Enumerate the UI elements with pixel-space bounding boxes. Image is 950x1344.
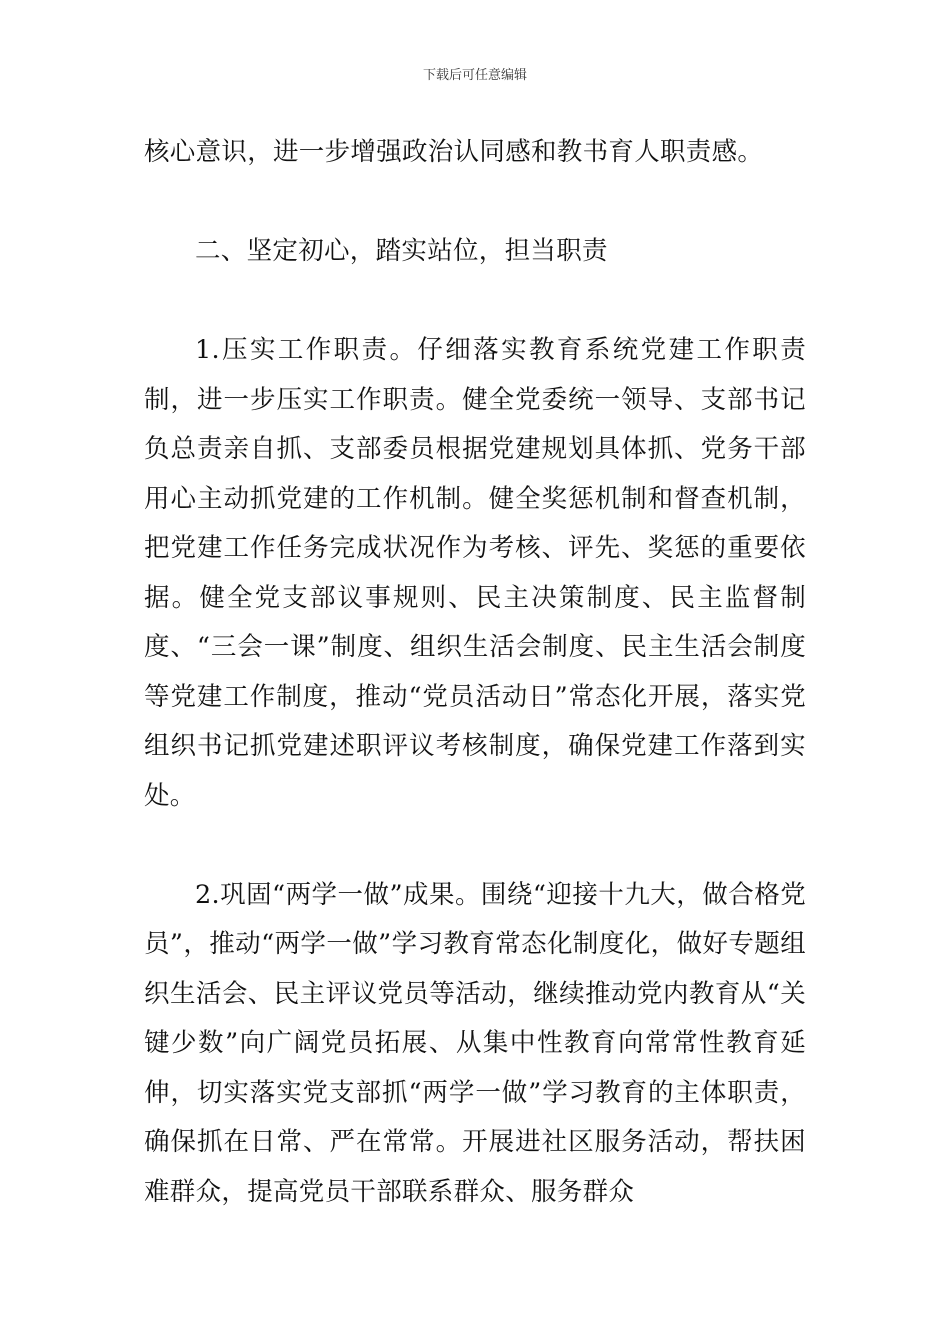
paragraph-item-1: 1.压实工作职责。仔细落实教育系统党建工作职责制，进一步压实工作职责。健全党委统一领导、支部书记负总责亲自抓、支部委员根据党建规划具体抓、党务干部用心主动抓党建的工作机制。健全奖惩机制和督查机制，把党建工作任务完成状况作为考核、评先、奖惩的重要依据。健全党支部议事规则、民主决策制度、民主监督制度、“三会一课”制度、组织生活会制度、民主生活会制度等党建工作制度，推动“党员活动日”常态化开展，落实党组织书记抓党建述职评议考核制度，确保党建工作落到实处。 [144,335,806,811]
page-header: 下载后可任意编辑 [422,68,527,83]
document-body [144,128,806,1217]
paragraph-continuation: 核心意识，进一步增强政治认同感和教书育人职责感。 [144,137,764,167]
paragraph-gap [144,277,806,327]
paragraph-item-2: 2.巩固“两学一做”成果。围绕“迎接十九大，做合格党员”，推动“两学一做”学习教育常态化制度化，做好专题组织生活会、民主评议党员等活动，继续推动党内教育从“关键少数”向广阔党员拓展、从集中性教育向常常性教育延伸，切实落实党支部抓“两学一做”学习教育的主体职责，确保抓在日常、严在常常。开展进社区服务活动，帮扶困难群众，提高党员干部联系群众、服务群众 [144,879,806,1207]
paragraph-gap [144,178,806,228]
paragraph-gap [144,821,806,871]
section-heading: 二、坚定初心，踏实站位，担当职责 [195,236,608,266]
